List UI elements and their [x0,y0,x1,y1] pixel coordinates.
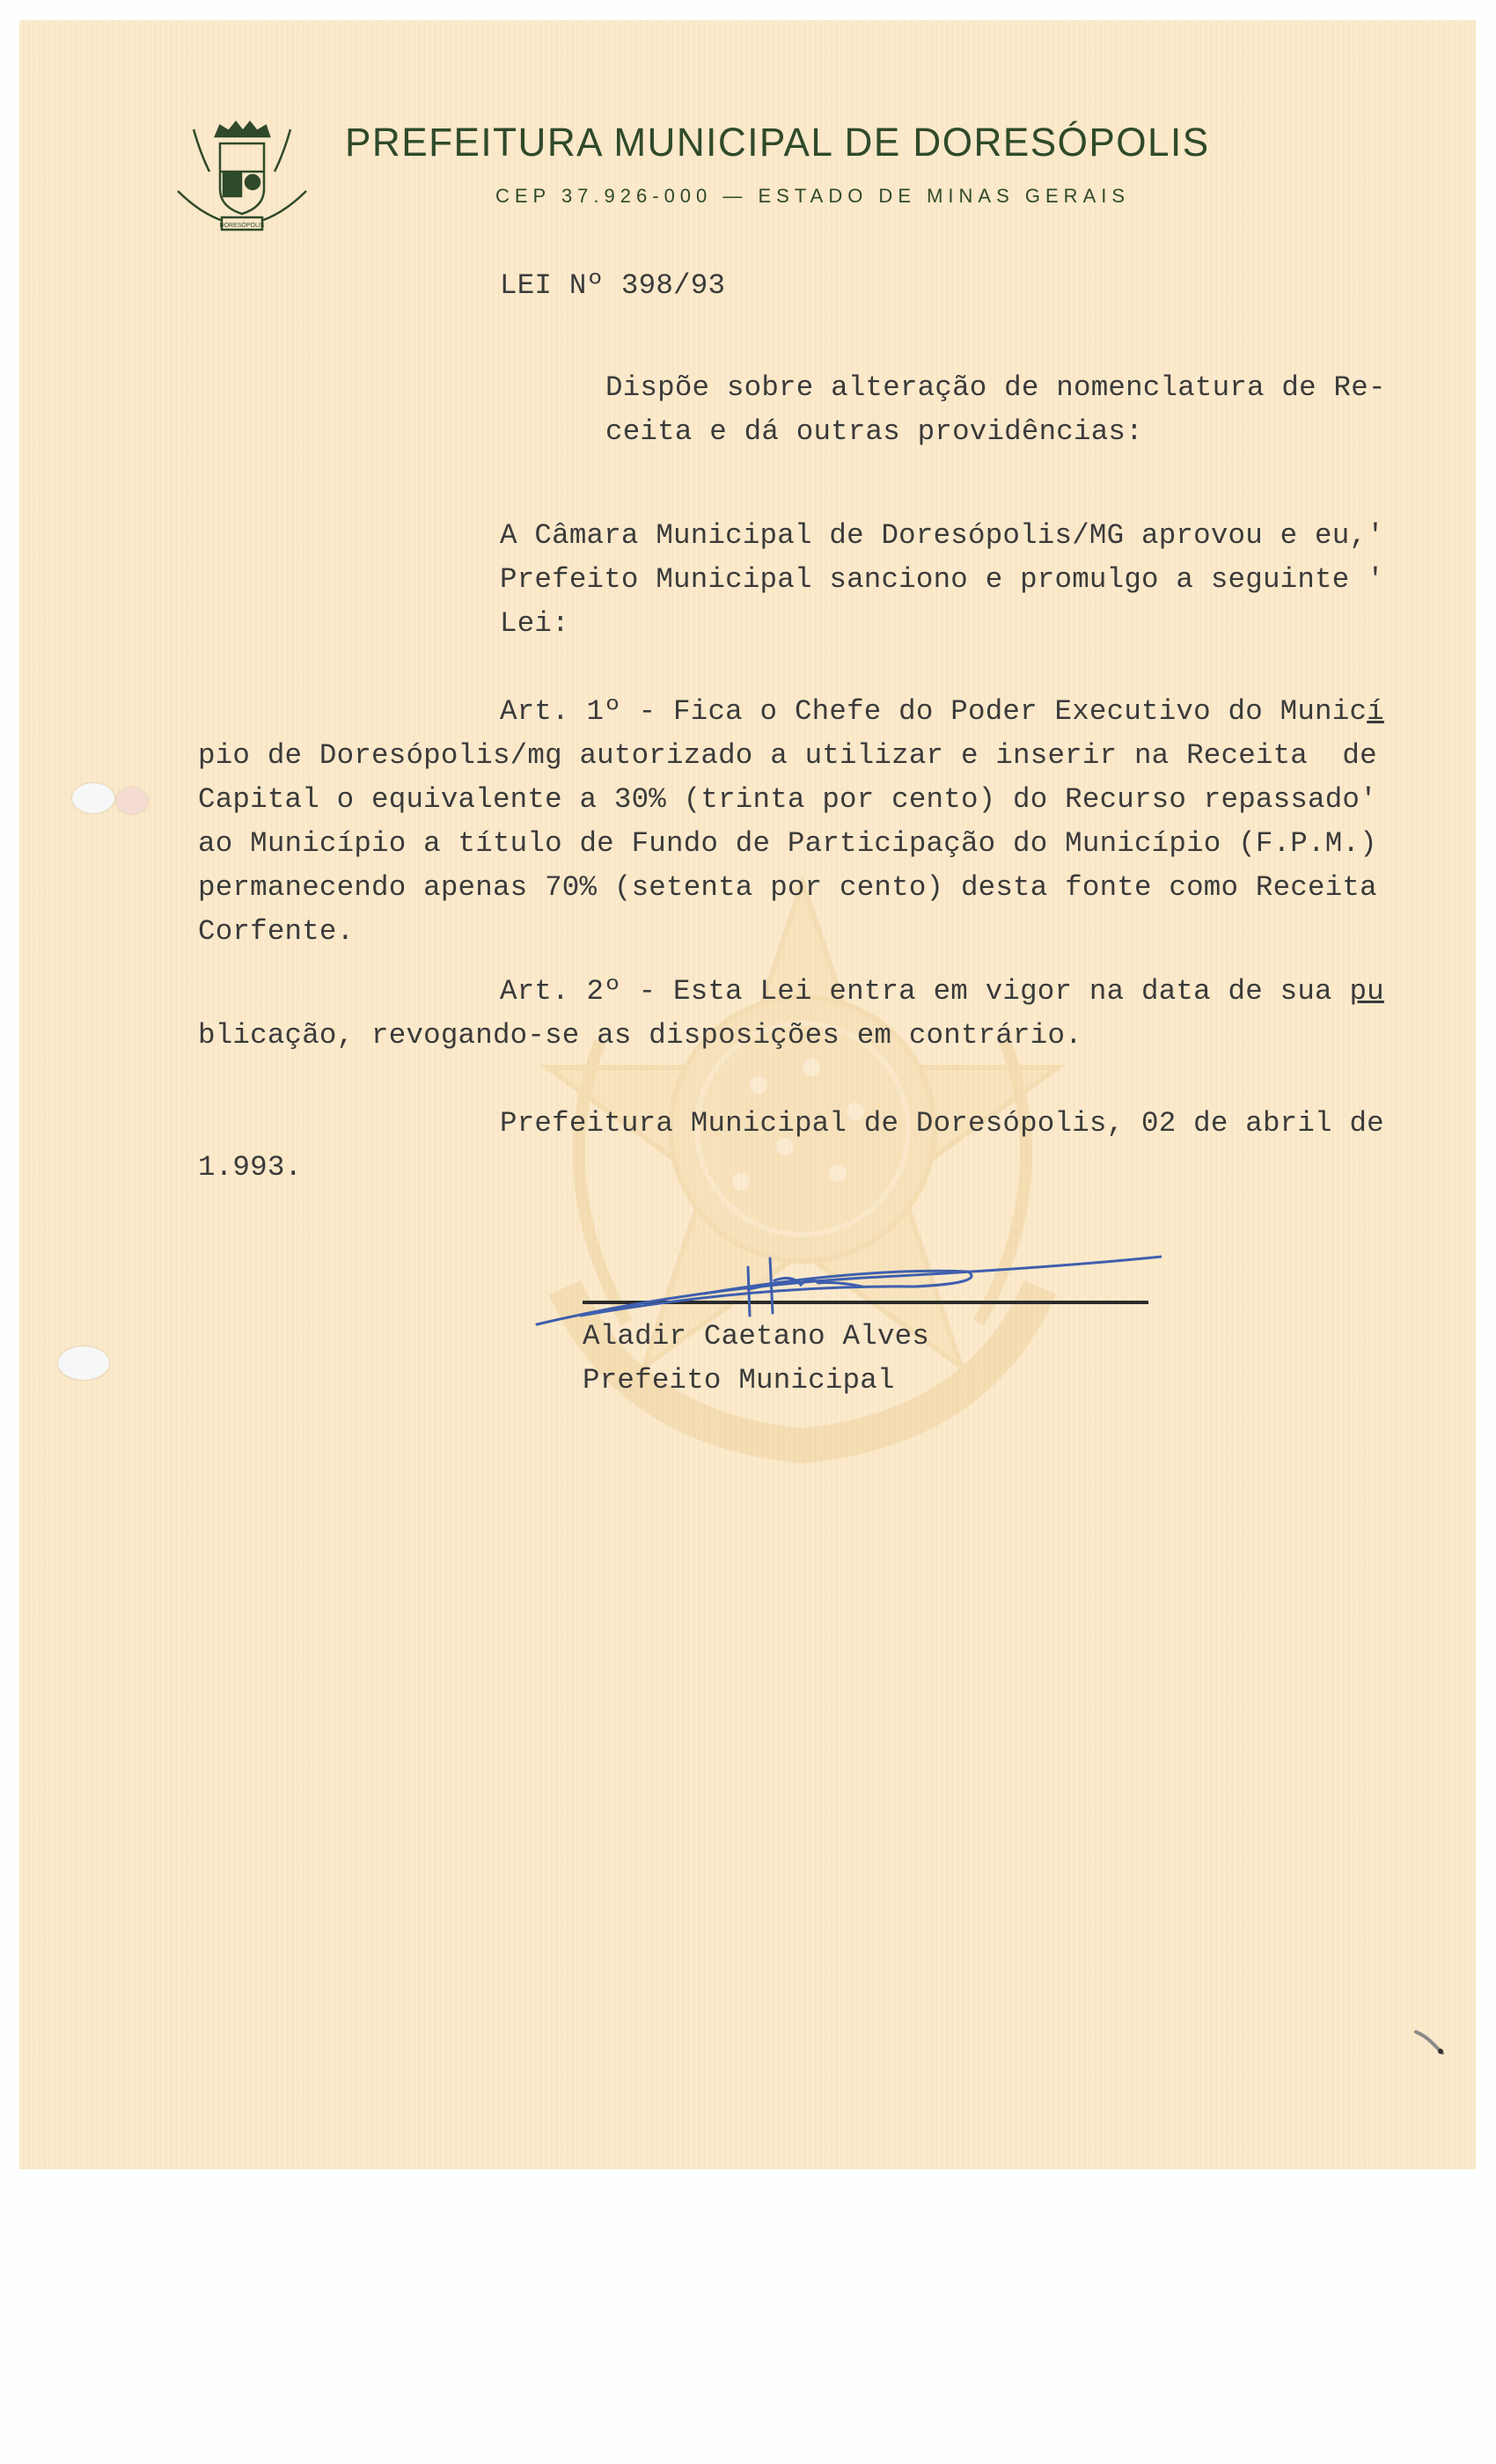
article-2-line: blicação, revogando-se as disposições em contrário. [198,1019,1082,1052]
paper-sheet [19,20,1476,2169]
summary-line-1: Dispõe sobre alteração de nomenclatura de Re- [605,371,1386,404]
article-2-first-line: Art. 2º - Esta Lei entra em vigor na data de sua pu [500,975,1384,1008]
article-1-first-line: Art. 1º - Fica o Chefe do Poder Executivo do Municí [500,695,1384,728]
article-1-line: Corfente. [198,915,355,948]
article-1-line: ao Município a título de Fundo de Participação do Município (F.P.M.) [198,827,1377,860]
preamble-line-2: Prefeito Municipal sanciono e promulgo a seguinte ' [500,563,1384,596]
punch-hole [58,1346,109,1380]
ink-smudge-icon [1412,2028,1448,2055]
svg-text:DORESÓPOLIS: DORESÓPOLIS [219,223,265,229]
punch-hole-shadow [116,788,148,814]
summary-line-2: ceita e dá outras providências: [605,415,1143,448]
hyphenation-underline: í [1367,695,1384,728]
preamble-line-1: A Câmara Municipal de Doresópolis/MG aprovou e eu,' [500,519,1384,552]
article-1-line: pio de Doresópolis/mg autorizado a utilizar e inserir na Receita de [198,739,1377,772]
signatory-name: Aladir Caetano Alves [583,1320,930,1353]
signatory-title: Prefeito Municipal [583,1364,895,1397]
punch-hole [72,783,114,813]
preamble-line-3: Lei: [500,607,569,640]
handwritten-signature-icon [528,1250,1162,1329]
law-number: LEI Nº 398/93 [500,269,726,302]
article-1-line: Capital o equivalente a 30% (trinta por cento) do Recurso repassado' [198,783,1377,816]
place-date-line: Prefeitura Municipal de Doresópolis, 02 de abril de [500,1107,1384,1140]
article-1-line: permanecendo apenas 70% (setenta por cento) desta fonte como Receita [198,871,1377,904]
letterhead-subtitle: CEP 37.926-000 — ESTADO DE MINAS GERAIS [495,185,1131,207]
hyphenation-underline: pu [1349,975,1384,1008]
letterhead-title: PREFEITURA MUNICIPAL DE DORESÓPOLIS [345,120,1210,165]
year-line: 1.993. [198,1151,303,1184]
municipal-crest-icon [167,119,317,242]
